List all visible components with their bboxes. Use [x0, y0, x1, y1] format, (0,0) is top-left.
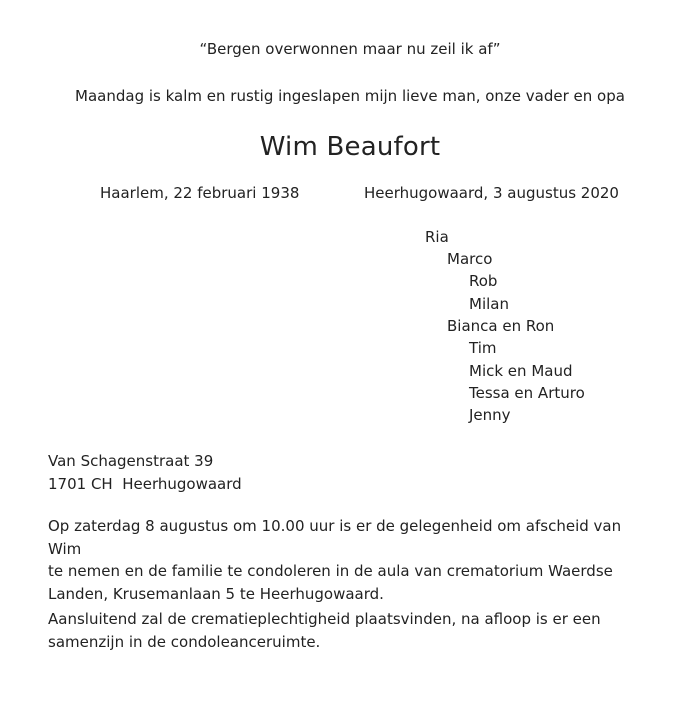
family-member: Tim — [469, 339, 497, 357]
notice-line: te nemen en de familie te condoleren in de aula van crematorium Waerdse — [48, 562, 613, 580]
ceremony-notice — [48, 515, 648, 605]
family-member: Mick en Maud — [469, 362, 573, 380]
family-member: Rob — [469, 272, 498, 290]
family-member: Milan — [469, 295, 509, 313]
closing-line: Aansluitend zal de crematieplechtigheid plaatsvinden, na afloop is er een — [48, 610, 601, 628]
notice-line: Landen, Krusemanlaan 5 te Heerhugowaard. — [48, 584, 384, 603]
family-member: Jenny — [469, 406, 511, 424]
birth-info: Haarlem, 22 februari 1938 — [100, 184, 300, 202]
intro-text: Maandag is kalm en rustig ingeslapen mijn lieve man, onze vader en opa — [75, 87, 625, 105]
family-member: Ria — [425, 228, 449, 246]
address-street: Van Schagenstraat 39 — [48, 452, 214, 470]
closing-line: samenzijn in de condoleanceruimte. — [48, 632, 321, 651]
family-member: Bianca en Ron — [447, 317, 555, 335]
family-member: Marco — [447, 250, 493, 268]
closing-notice — [48, 608, 648, 653]
notice-line: Op zaterdag 8 augustus om 10.00 uur is er de gelegenheid om afscheid van Wim — [48, 517, 622, 558]
family-member: Tessa en Arturo — [469, 384, 585, 402]
address-city: 1701 CH Heerhugowaard — [48, 474, 242, 493]
address-block — [48, 450, 648, 495]
death-info: Heerhugowaard, 3 augustus 2020 — [364, 184, 619, 202]
quote: “Bergen overwonnen maar nu zeil ik af” — [199, 40, 501, 58]
deceased-name: Wim Beaufort — [259, 132, 441, 162]
